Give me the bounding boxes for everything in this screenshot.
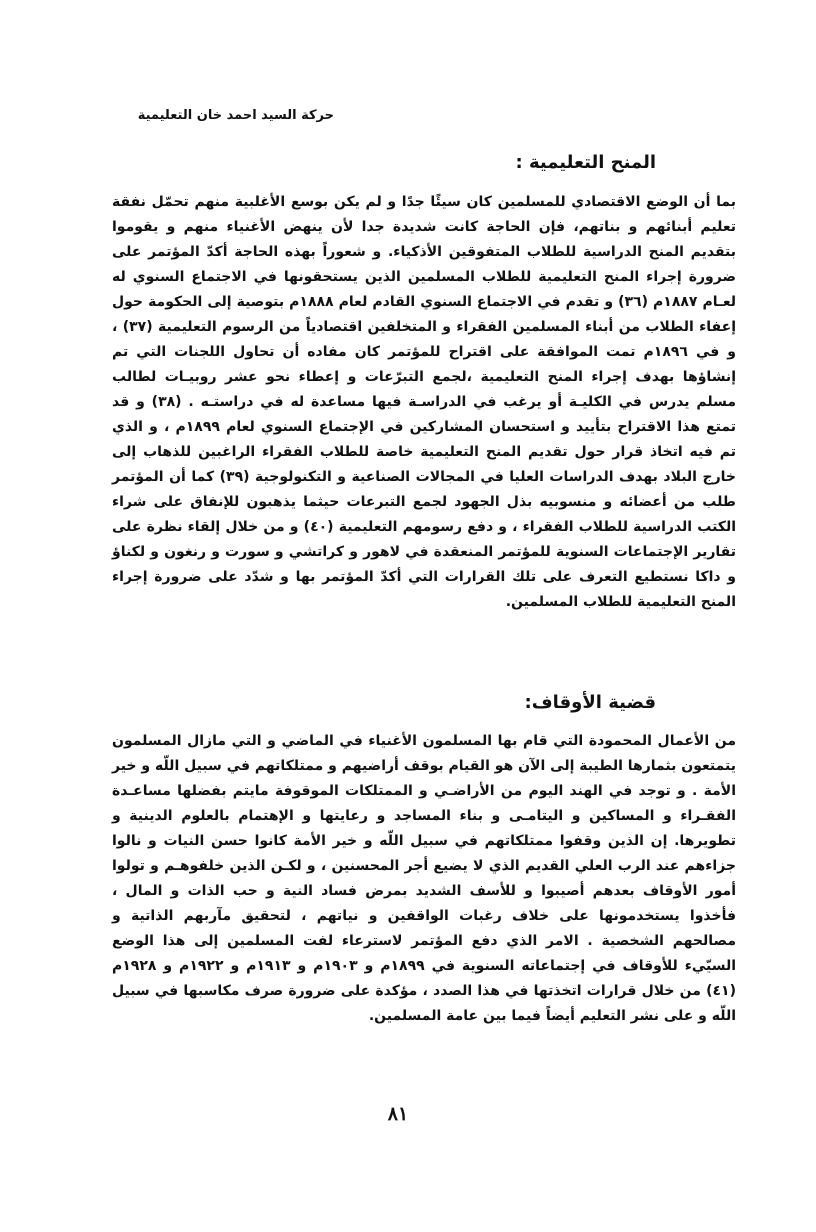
section-heading-scholarships: المنح التعليمية : <box>515 152 656 173</box>
paragraph-scholarships: بما أن الوضع الاقتصادي للمسلمين كان سيئًا جدًا و لم يكن بوسع الأغلبية منهم تحمّل نفقة تعليم أبنائهم و بناتهم، فإن الحاجة كانت شديدة جدا لأن ينهض الأغنياء منهم و يقوموا بتقديم المنح الدراسية للطلاب المتفوقين الأذكياء. و شعوراً بهذه الحاجة أكدّ المؤتمر على ضرورة إجراء المنح التعليمية للطلاب المسلمين الذين يستحقونها في الاجتماع السنوي له لعـام ١٨٨٧م (٣٦) و تقدم في الاجتماع السنوي القادم لعام ١٨٨٨م بتوصية إلى الحكومة حول إعفاء الطلاب من أبناء المسلمين الفقراء و المتخلفين اقتصادياً من الرسوم التعليمية (٣٧) ، و في ١٨٩٦م تمت الموافقة على اقتراح للمؤتمر كان مفاده أن تحاول اللجنات التي تم إنشاؤها بهدف إجراء المنح التعليمية ،لجمع التبرّعات و إعطاء نحو عشر روبيـات لطالب مسلم يدرس في الكليـة أو يرغب في الدراسـة فيها مساعدة له في دراستـه . (٣٨) و قد تمتع هذا الاقتراح بتأييد و استحسان المشاركين في الإجتماع السنوي لعام ١٨٩٩م ، و الذي تم فيه اتخاذ قرار حول تقديم المنح التعليمية خاصة للطلاب الفقراء الراغبين للذهاب إلى خارج البلاد بهدف الدراسات العليا في المجالات الصناعية و التكنولوجية (٣٩) كما أن المؤتمر طلب من أعضائه و منسوبيه بذل الجهود لجمع التبرعات حيثما يذهبون للإنفاق على شراء الكتب الدراسية للطلاب الفقراء ، و دفع رسومهم التعليمية (٤٠) و من خلال إلقاء نظرة على تقارير الإجتماعات السنوية للمؤتمر المنعقدة في لاهور و كراتشي و سورت و رنغون و لكناؤ و داكا نستطيع التعرف على تلك القرارات التي أكدّ المؤتمر بها و شدّد على ضرورة إجراء المنح التعليمية للطلاب المسلمين. <box>112 194 737 610</box>
section-heading-endowments: قضية الأوقاف: <box>524 692 656 713</box>
running-header: حركة السيد احمد خان التعليمية <box>137 108 334 123</box>
paragraph-endowments: من الأعمال المحمودة التي قام بها المسلمون الأغنياء في الماضي و التي مازال المسلمون يتمتعون بثمارها الطيبة إلى الآن هو القيام بوقف أراضيهم و ممتلكاتهم في سبيل اللّه و خير الأمة . و توجد في الهند اليوم من الأراضـي و الممتلكات الموقوفة مايتم بفضلها مساعـدة الفقـراء و المساكين و اليتامـى و بناء المساجد و رعايتها و الإهتمام بالعلوم الدينية و تطويرها. إن الذين وقفوا ممتلكاتهم في سبيل اللّه و خير الأمة كانوا حسن النيات و نالوا جزاءهم عند الرب العلي القديم الذي لا يضيع أجر المحسنين ، و لكـن الذين خلفوهـم و تولوا أمور الأوقاف بعدهم أصيبوا و للأسف الشديد بمرض فساد النية و حب الذات و المال ، فأخذوا يستخدمونها على خلاف رغبات الواقفين و نياتهم ، لتحقيق مآربهم الذاتية و مصالحهم الشخصية . الامر الذي دفع المؤتمر لاسترعاء لفت المسلمين إلى هذا الوضع السيّيء للأوقاف في إجتماعاته السنوية في ١٨٩٩م و ١٩٠٣م و ١٩١٣م و ١٩٢٢م و ١٩٢٨م (٤١) من خلال قرارات اتخذتها في هذا الصدد ، مؤكدة على ضرورة صرف مكاسبها في سبيل اللّه و على نشر التعليم أيضاً فيما بين عامة المسلمين. <box>112 733 737 1024</box>
page-number: ٨١ <box>387 1103 409 1125</box>
